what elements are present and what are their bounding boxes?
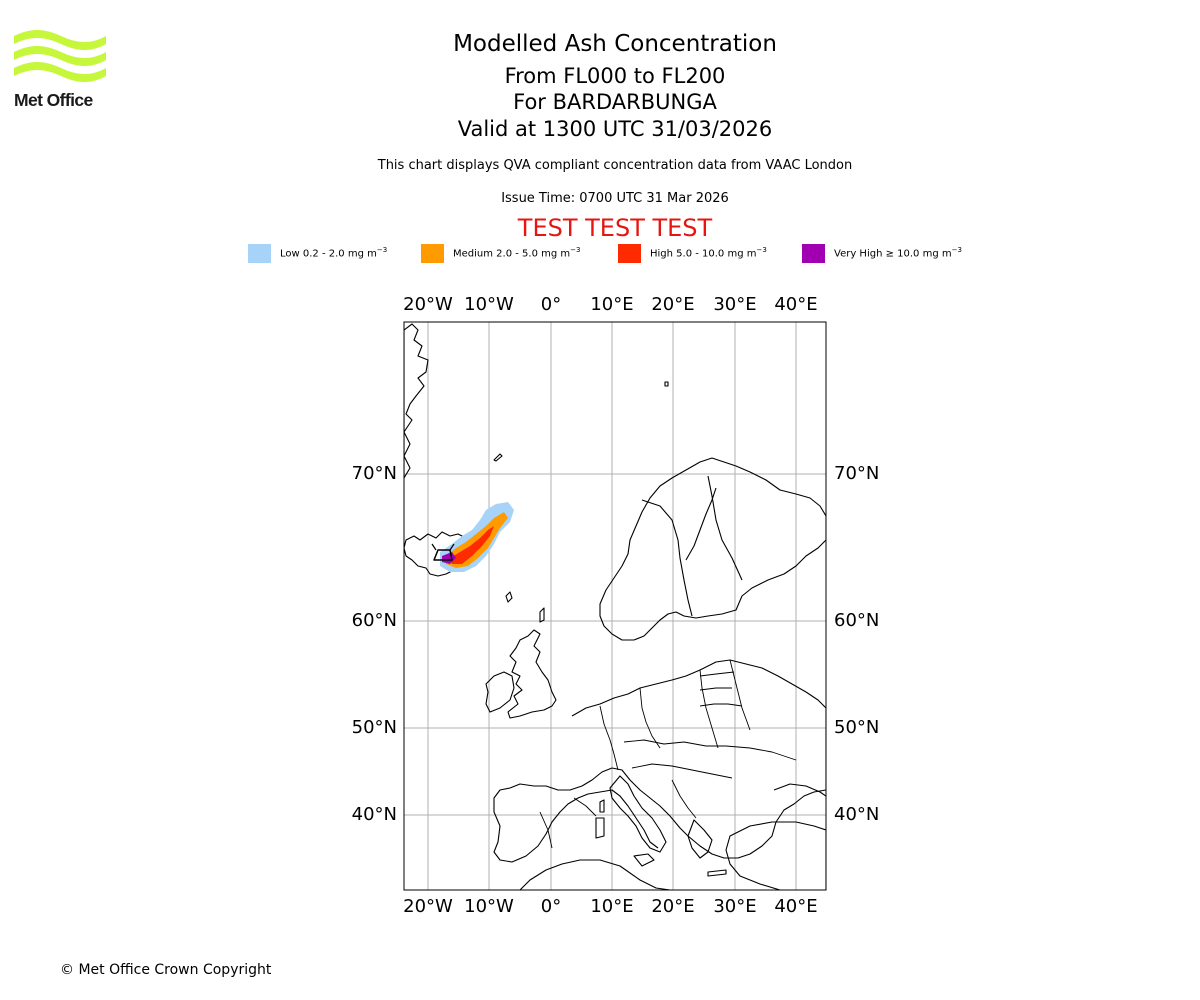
lon-tick-top-40e: 40°E	[774, 294, 818, 315]
lon-tick-bottom-30e: 30°E	[713, 896, 757, 917]
lat-tick-left-70n: 70°N	[351, 463, 397, 484]
lat-tick-right-70n: 70°N	[834, 463, 880, 484]
chart-title: Modelled Ash Concentration	[453, 31, 777, 57]
lat-tick-right-50n: 50°N	[834, 717, 880, 738]
lon-tick-bottom-10e: 10°E	[590, 896, 634, 917]
lat-tick-right-60n: 60°N	[834, 610, 880, 631]
volcano-name: For BARDARBUNGA	[513, 90, 717, 114]
legend-label-very-high: Very High ≥ 10.0 mg $m^{-3}$	[834, 246, 962, 260]
lon-tick-bottom-40e: 40°E	[774, 896, 818, 917]
lon-tick-top-10w: 10°W	[464, 294, 514, 315]
lon-tick-top-10e: 10°E	[590, 294, 634, 315]
lat-ticks-left	[352, 463, 397, 825]
lat-tick-left-40n: 40°N	[351, 804, 397, 825]
lon-tick-top-20w: 20°W	[403, 294, 453, 315]
lon-tick-bottom-0: 0°	[540, 896, 562, 917]
lon-tick-top-30e: 30°E	[713, 294, 757, 315]
issue-time: Issue Time: 0700 UTC 31 Mar 2026	[501, 191, 729, 206]
logo-text: Met Office	[14, 90, 93, 110]
lat-ticks-right	[834, 463, 879, 825]
lon-tick-top-0: 0°	[540, 294, 562, 315]
lat-tick-left-50n: 50°N	[351, 717, 397, 738]
test-banner: TEST TEST TEST	[517, 214, 713, 242]
lat-tick-left-60n: 60°N	[351, 610, 397, 631]
valid-time: Valid at 1300 UTC 31/03/2026	[457, 117, 773, 141]
lon-ticks-bottom	[403, 896, 817, 917]
lon-tick-bottom-20w: 20°W	[403, 896, 453, 917]
lon-tick-bottom-20e: 20°E	[651, 896, 695, 917]
flight-level-range: From FL000 to FL200	[504, 64, 726, 88]
map-frame-background	[404, 322, 826, 890]
lon-ticks-top	[403, 294, 817, 315]
legend-label-high: High 5.0 - 10.0 mg $m^{-3}$	[650, 246, 767, 260]
chart-description: This chart displays QVA compliant concentration data from VAAC London	[377, 158, 853, 173]
copyright-notice: © Met Office Crown Copyright	[60, 962, 272, 978]
lon-tick-top-20e: 20°E	[651, 294, 695, 315]
lon-tick-bottom-10w: 10°W	[464, 896, 514, 917]
legend-label-medium: Medium 2.0 - 5.0 mg $m^{-3}$	[453, 246, 581, 260]
lat-tick-right-40n: 40°N	[834, 804, 880, 825]
legend-label-low: Low 0.2 - 2.0 mg $m^{-3}$	[280, 246, 388, 260]
